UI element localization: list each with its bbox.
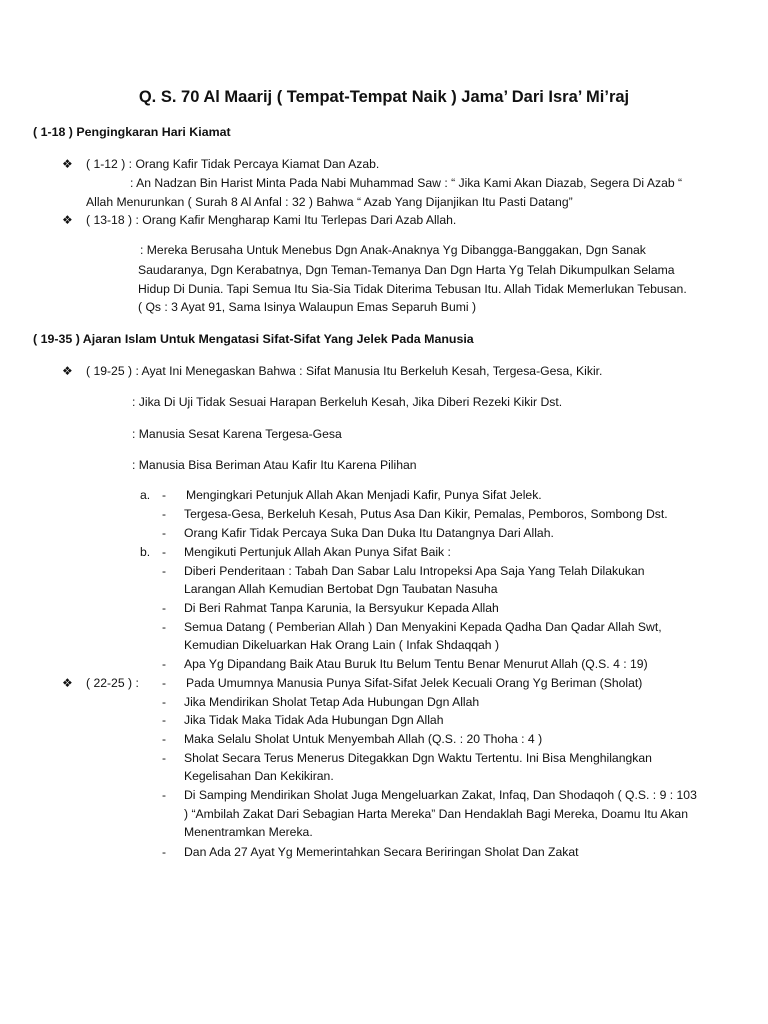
list-item: Jika Mendirikan Sholat Tetap Ada Hubungan Dgn Allah bbox=[184, 695, 480, 709]
dash-marker: - bbox=[162, 620, 166, 634]
dash-marker: - bbox=[162, 564, 166, 578]
text-line: Hidup Di Dunia. Tapi Semua Itu Sia-Sia Tidak Diterima Tebusan Itu. Allah Tidak Memerlukan Tebusan. bbox=[138, 282, 687, 296]
text-line: ( Qs : 3 Ayat 91, Sama Isinya Walaupun Emas Separuh Bumi ) bbox=[138, 300, 477, 314]
bullet-icon: ❖ bbox=[62, 213, 73, 227]
page-title: Q. S. 70 Al Maarij ( Tempat-Tempat Naik ) Jama’ Dari Isra’ Mi’raj bbox=[138, 88, 630, 106]
text-line: : Manusia Bisa Beriman Atau Kafir Itu Karena Pilihan bbox=[132, 458, 417, 472]
list-item: Dan Ada 27 Ayat Yg Memerintahkan Secara Beriringan Sholat Dan Zakat bbox=[184, 845, 579, 859]
list-item: Apa Yg Dipandang Baik Atau Buruk Itu Belum Tentu Benar Menurut Allah (Q.S. 4 : 19) bbox=[184, 657, 648, 671]
dash-marker: - bbox=[162, 657, 166, 671]
dash-marker: - bbox=[162, 526, 166, 540]
list-item: Di Samping Mendirikan Sholat Juga Mengeluarkan Zakat, Infaq, Dan Shodaqoh ( Q.S. : 9 : 103 bbox=[184, 788, 697, 802]
dash-marker: - bbox=[162, 732, 166, 746]
dash-marker: - bbox=[162, 488, 166, 502]
bullet-icon: ❖ bbox=[62, 676, 73, 690]
list-item: Semua Datang ( Pemberian Allah ) Dan Menyakini Kepada Qadha Dan Qadar Allah Swt, bbox=[184, 620, 662, 634]
text-line: ( 1-12 ) : Orang Kafir Tidak Percaya Kiamat Dan Azab. bbox=[86, 157, 380, 171]
list-item: Mengingkari Petunjuk Allah Akan Menjadi Kafir, Punya Sifat Jelek. bbox=[186, 488, 542, 502]
list-item: Di Beri Rahmat Tanpa Karunia, Ia Bersyukur Kepada Allah bbox=[184, 601, 499, 615]
section-heading-1-18: ( 1-18 ) Pengingkaran Hari Kiamat bbox=[33, 125, 231, 139]
dash-marker: - bbox=[162, 601, 166, 615]
dash-marker: - bbox=[162, 507, 166, 521]
list-marker-b: b. bbox=[140, 545, 151, 559]
list-item-continued: ) “Ambilah Zakat Dari Sebagian Harta Mereka” Dan Hendaklah Bagi Mereka, Doamu Itu Akan bbox=[184, 807, 688, 821]
text-line: : Mereka Berusaha Untuk Menebus Dgn Anak-Anaknya Yg Dibangga-Banggakan, Dgn Sanak bbox=[140, 243, 646, 257]
dash-marker: - bbox=[162, 676, 166, 690]
list-item: Pada Umumnya Manusia Punya Sifat-Sifat Jelek Kecuali Orang Yg Beriman (Sholat) bbox=[186, 676, 643, 690]
list-item: Orang Kafir Tidak Percaya Suka Dan Duka Itu Datangnya Dari Allah. bbox=[184, 526, 554, 540]
text-line: : Manusia Sesat Karena Tergesa-Gesa bbox=[132, 427, 342, 441]
list-item-continued: Menentramkan Mereka. bbox=[184, 825, 313, 839]
list-item: Tergesa-Gesa, Berkeluh Kesah, Putus Asa Dan Kikir, Pemalas, Pemboros, Sombong Dst. bbox=[184, 507, 668, 521]
section-heading-19-35: ( 19-35 ) Ajaran Islam Untuk Mengatasi Sifat-Sifat Yang Jelek Pada Manusia bbox=[33, 332, 474, 346]
dash-marker: - bbox=[162, 545, 166, 559]
text-line: ( 19-25 ) : Ayat Ini Menegaskan Bahwa : Sifat Manusia Itu Berkeluh Kesah, Tergesa-Gesa, Kikir. bbox=[86, 364, 603, 378]
text-line: : Jika Di Uji Tidak Sesuai Harapan Berkeluh Kesah, Jika Diberi Rezeki Kikir Dst. bbox=[132, 395, 563, 409]
text-line: : An Nadzan Bin Harist Minta Pada Nabi Muhammad Saw : “ Jika Kami Akan Diazab, Segera Di Azab “ bbox=[130, 176, 683, 190]
list-item: Sholat Secara Terus Menerus Ditegakkan Dgn Waktu Tertentu. Ini Bisa Menghilangkan bbox=[184, 751, 652, 765]
dash-marker: - bbox=[162, 788, 166, 802]
bullet-icon: ❖ bbox=[62, 364, 73, 378]
text-line: Saudaranya, Dgn Kerabatnya, Dgn Teman-Temanya Dan Dgn Harta Yg Telah Dikumpulkan Selama bbox=[138, 263, 675, 277]
list-item: Maka Selalu Sholat Untuk Menyembah Allah (Q.S. : 20 Thoha : 4 ) bbox=[184, 732, 543, 746]
list-item-continued: Larangan Allah Kemudian Bertobat Dgn Taubatan Nasuha bbox=[184, 582, 498, 596]
text-line: ( 13-18 ) : Orang Kafir Mengharap Kami Itu Terlepas Dari Azab Allah. bbox=[86, 213, 457, 227]
list-item-continued: Kegelisahan Dan Kekikiran. bbox=[184, 769, 334, 783]
text-line: Allah Menurunkan ( Surah 8 Al Anfal : 32 ) Bahwa “ Azab Yang Dijanjikan Itu Pasti Datang” bbox=[86, 195, 573, 209]
list-marker-a: a. bbox=[140, 488, 151, 502]
list-item: Diberi Penderitaan : Tabah Dan Sabar Lalu Intropeksi Apa Saja Yang Telah Dilakukan bbox=[184, 564, 645, 578]
bullet-icon: ❖ bbox=[62, 157, 73, 171]
item-label: ( 22-25 ) : bbox=[86, 676, 139, 690]
dash-marker: - bbox=[162, 845, 166, 859]
list-item-continued: Kemudian Dikeluarkan Hak Orang Lain ( Infak Shdaqqah ) bbox=[184, 638, 500, 652]
dash-marker: - bbox=[162, 695, 166, 709]
dash-marker: - bbox=[162, 713, 166, 727]
dash-marker: - bbox=[162, 751, 166, 765]
list-item: Mengikuti Pertunjuk Allah Akan Punya Sifat Baik : bbox=[184, 545, 451, 559]
list-item: Jika Tidak Maka Tidak Ada Hubungan Dgn Allah bbox=[184, 713, 444, 727]
